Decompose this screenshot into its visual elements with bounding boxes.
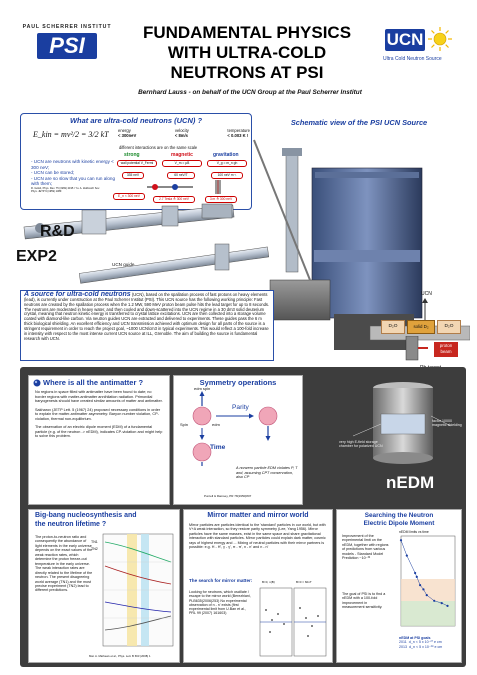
bullet-1: - UCN are neutrons with kinetic energy < 300 neV; [31,159,114,170]
solid-d2: solid D₂ [407,320,435,334]
ucn-bullets [31,159,116,187]
spin-label: Spin [180,422,189,427]
mirror-plot-label-2: B=0 = 60nT [296,580,312,584]
edm-title-line1: Searching the Neutron [364,512,434,519]
bbn-text: The proton-to-neutron ratio and consequently the abundance of light elements in the early universe depends on the exact values of the weak reaction rates, which determine the proton freeze-out temperature in the early universe. The weak interaction rates are directly related to the lifetime of the neutron. The present disagreeing world average (TN1) and the most precise experiment (TN2) lead to different predictions. [35,535,93,593]
ucn-up-arrow-icon [421,298,429,320]
edm-limit-point [400,539,402,541]
gravitation-top-pill: V_g = m_n gh [207,160,247,167]
edm-limit-point [446,605,448,607]
ucn-definition-box [20,113,252,210]
edm-limit-point [419,584,421,586]
bbn-box [28,509,180,663]
bullet-3: - UCN are so slow that you can run along with them; [31,175,116,187]
interaction-gravitation: gravitation [213,152,239,158]
bullet-2: - UCN can be stored; [31,170,75,176]
mirror-box [183,509,333,663]
magnetic-top-pill: V_m = μB [162,160,202,167]
strong-top-pill: wall potential V_Fermi [117,160,157,167]
edm-future [399,636,457,649]
moderator-row [381,320,473,334]
exp2-label: EXP2 [16,248,57,265]
ucn-logo-text: UCN [386,30,424,49]
d2o-left: D₂O [381,320,405,334]
ucn-source-schematic [250,130,470,370]
source-box [20,290,274,361]
edm-future-2: 2013 d_n < 5 x 10⁻²⁸ e cm [399,644,443,649]
source-text [21,291,273,343]
interaction-strong: strong [124,152,140,158]
mirror-plot [258,580,328,658]
symmetry-title: Symmetry operations [199,378,277,387]
antimatter-header [29,376,169,390]
symmetry-ref: Purcell & Ramsey, PR 78(1950)807 [204,494,252,498]
nedm-right-note: factor 10000 magnetic shielding [432,419,462,428]
d2o-right: D₂O [437,320,461,334]
edm-limit-point [406,555,408,557]
interaction-scale-text: different interactions are on the same scale [119,145,198,150]
mirror-title: Mirror matter and mirror world [207,512,309,519]
ucn-logo [383,26,463,70]
sun-icon [427,26,453,52]
edm-future-head: nEDM at PSI goals [399,636,431,640]
pb-target-graphic [392,336,432,366]
edm-goal: The goal of PSI is to find a nEDM with a 100-fold improvement in measurement sensitivity. [342,592,386,610]
antimatter-p3: The observation of an electric dipole moment (EDM) of a fundamental particle (e.g. of the neutron -> nEDM), indicates CP-violation and might help to solve this problem. [35,425,163,438]
bbn-title-line2: the neutron lifetime ? [35,520,107,528]
exp2-guide-graphic [75,238,275,288]
time-label: Time [210,444,226,451]
ucn-scale-graphic [145,178,245,196]
energy-scale-label: E_n < 300 neV [113,193,145,200]
edm-limit-point [433,600,435,602]
parity-label: Parity [232,404,249,411]
nedm-left-note: very high E-field storage chamber for polarized UCN [339,440,383,449]
mirror-plot-label-1: B=0, n(B) [262,580,275,584]
storage-volume-label: DLC coated storage volume [431,172,463,183]
symmetry-diagram [176,388,300,468]
antimatter-title: Where is all the antimatter ? [43,378,144,387]
edm-spin-label: edm spin [194,386,211,391]
magnetic-bottom-pill: 60 neV/T [167,172,195,179]
symmetry-caption: A nonzero particle EDM violates P, T and, assuming CPT conservation, also CP [236,466,298,479]
mirror-search-text: Looking for neutrons, which oscillate / escape to the mirror world (Berezhiani, PLB635(2006)253) No experimental observation of n - n' exists (first experimental limit from U.Ban et al., PRL 99 (2007) 161603) [189,590,251,616]
edm-limit-point [414,572,416,574]
bbn-tn2: TN2 [91,547,98,551]
ucn-formula: E_kin = mv²/2 = 3/2 kT [33,130,109,139]
edm-limit-point [441,602,443,604]
edm-limit-chart [395,535,457,633]
edm-label: edm [212,422,220,427]
psi-logo [22,24,112,70]
bbn-title-line1: Big-bang nucleosynthesis and [35,512,137,519]
nedm-apparatus [345,376,460,481]
gravitation-bottom-pill: 100 neV m⁻¹ [211,172,243,179]
antimatter-p2: Sakharov (JETP Lett. 5 (1967) 24) proposed necessary conditions in order to explain the matter-antimatter asymmetry: Baryon number violation, CP-violation, thermal non-equilibrium. [35,407,161,421]
antimatter-p1: No regions in space filled with antimatter have been found to date; no border regions with matter-antimatter annihilation radiation. Primordial baryogenesis should have created similar amounts of matter and antimatter. [35,390,163,403]
edm-search-box [336,509,462,663]
edm-limit-point [416,576,418,578]
bbn-ref: Mat. A. Mathews et al., Phys. Lett. B 663 (2008) 1 [89,654,151,658]
source-title: A source for ultra-cold neutrons [24,291,131,298]
edm-search-title [337,512,461,527]
edm-chart-title: nEDM limits vs time [399,530,429,534]
mag-scale-label: 2.7 Tesla ≙ 300 neV [153,196,195,203]
edm-limit-point [426,594,428,596]
antimatter-box [28,375,170,505]
column-velocity: velocity < 8m/s [174,128,189,138]
column-energy: energy < 300neV [118,128,137,138]
institute-name: PAUL SCHERRER INSTITUT [22,24,112,30]
grav-scale-label: 3 m ≙ 300 neV [205,196,237,203]
edm-title-line2: Electric Dipole Moment [363,519,435,527]
bbn-tn1: TN1 [91,540,98,544]
bbn-title [29,512,179,529]
strong-bottom-pill: 335 neV [122,172,144,179]
bbn-plot [97,532,177,650]
schematic-title: Schematic view of the PSI UCN Source [290,118,428,127]
title-line-1: FUNDAMENTAL PHYSICS [142,23,352,42]
interaction-magnetic: magnetic [171,152,193,158]
rd-label: R&D [40,223,75,240]
mirror-text: Mirror particles are particles identical to the 'standard' particles in our world, but with V+A weak interaction, so they restore parity symmetry (Lee, Yang 1956). Mirror particles have the same masses, exist in the same space and share gravitational interaction with standard particles. Mirror particles could explain dark matter, cosmic rays of highest energy and ... Mixing of neutral particles with their mirror partners is possible: e.g. H - H', γ - γ', π - π', n - n' and n - n' [189,523,326,550]
ucn-caption: Ultra Cold Neutron Source [383,56,442,62]
ucn-columns [118,128,250,138]
ucn-guide-label: UCN guide [112,262,135,267]
edm-future-1: 2011 d_n < 5 x 10⁻²⁷ e cm [399,640,442,645]
column-temperature: temperature < 0.003 K ! [227,128,250,138]
edm-search-text: Improvement of the experimental limit on the nEDM, together with regions of predictions from various models - Standard Model Prediction ~10⁻³² [342,534,389,561]
edm-limit-point [422,588,424,590]
bullet-circle-icon [33,379,41,387]
title-line-2: WITH ULTRA-COLD [167,43,327,62]
ucn-refs: R. Golub, Phys. Rev. 75 (1969) 2195 / Yu. A. Zeldovich Sov. Phys. JETP 9 (1959) 1389 [31,187,100,194]
ucn-arrow-label: UCN [421,291,432,297]
proton-beam-label: proton beam [434,342,458,357]
nedm-label: nEDM [386,473,435,492]
title-line-3: NEUTRONS AT PSI [170,63,324,82]
page-title [112,23,382,83]
antimatter-text [29,390,169,439]
symmetry-box [173,375,303,505]
ucn-box-title: What are ultra-cold neutrons (UCN) ? [69,116,203,125]
institute-logo-text: PSI [37,33,97,59]
source-body: (UCN), based on the spallation process of fast protons on heavy elements (lead), is currently under construction at the Paul Scherrer Institut (PSI). This UCN source has the following working principle: Fast neutrons are created by the spallation process when the 1.2 MW, 590 MeV proton beam pulse hits the lead target for up to 8 seconds. The neutrons are moderated in heavy water, and then cooled and down-scattered into the UCN regime in a 30 dm3 solid deuterium crystal, meaning that neutron kinetic energy is transferred to crystal lattice excitations. UCN are then collected into a storage volume coated with diamond-like carbon. Via neutron guides UCN are extracted and delivered to experiments. These guides pass the 6 m thick biological shielding. An excellent efficiency and UCN transmission achieved with optimum design for all parts of the source is a stringent requirement in order to reach the project goal, ~1000 UCN/cm3 in typical experiments. This would reflect a 100-fold increase in intensity with respect to the most intense current UCN source at ILL, Grenoble. The aim of building the source is fundamental research with UCN. [24,292,270,341]
author-line: Bernhard Lauss - on behalf of the UCN Group at the Paul Scherrer Institut [138,89,362,96]
mirror-search-title: The search for mirror matter: [189,578,253,583]
